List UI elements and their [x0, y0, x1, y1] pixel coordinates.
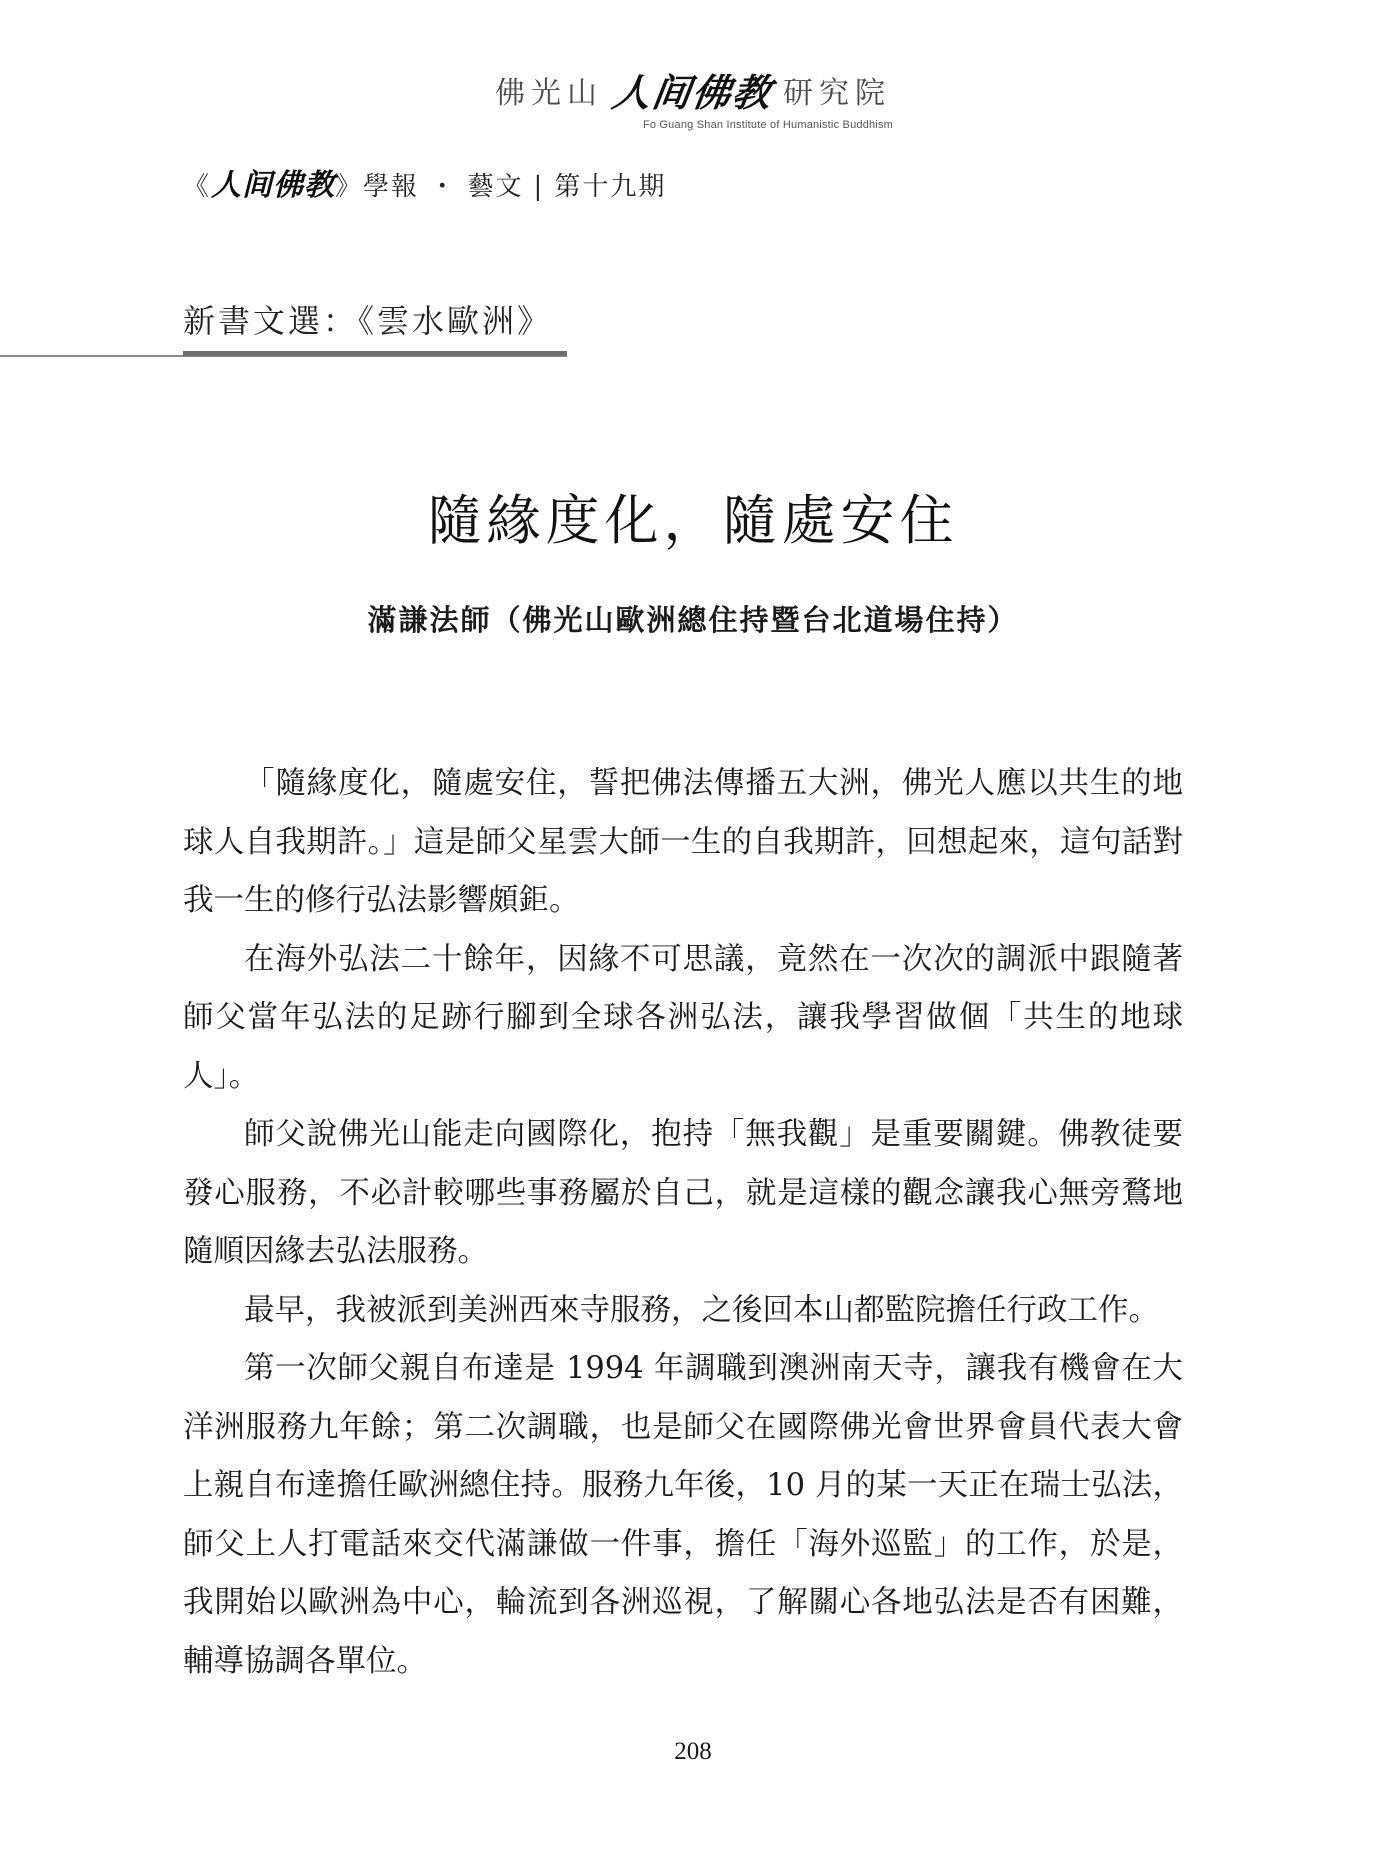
section-underline — [183, 351, 567, 356]
journal-open-bracket: 《 — [183, 172, 212, 202]
institute-english-name: Fo Guang Shan Institute of Humanistic Buddhism — [642, 119, 894, 131]
paragraph: 在海外弘法二十餘年，因緣不可思議，竟然在一次次的調派中跟隨著師父當年弘法的足跡行腳到全球各洲弘法，讓我學習做個「共生的地球人」。 — [183, 941, 1183, 1094]
section-heading: 新書文選：《雲水歐洲》 — [183, 302, 553, 340]
institute-name-right: 研究院 — [783, 75, 891, 111]
institute-name-left: 佛光山 — [494, 75, 603, 111]
article-title: 隨緣度化，隨處安住 — [427, 489, 959, 552]
paragraph: 師父說佛光山能走向國際化，抱持「無我觀」是重要關鍵。佛教徒要發心服務，不必計較哪些事務屬於自己，就是這樣的觀念讓我心無旁鶩地隨順因緣去弘法服務。 — [183, 1117, 1183, 1269]
paragraph: 最早，我被派到美洲西來寺服務，之後回本山都監院擔任行政工作。 — [244, 1292, 1159, 1328]
institute-header — [0, 62, 1386, 131]
journal-issue: 第十九期 — [554, 172, 667, 202]
journal-name: 》學報 ・ 藝文 — [335, 172, 524, 202]
journal-logo: 人间佛教 — [211, 168, 336, 203]
journal-line — [183, 160, 666, 204]
institute-name — [495, 62, 891, 117]
article-body — [183, 755, 1183, 1691]
institute-logo-calligraphy: 人间佛教 — [609, 70, 776, 115]
article-author: 滿謙法師（佛光山歐洲總住持暨台北道場住持） — [367, 603, 1019, 637]
paragraph: 第一次師父親自布達是 1994 年調職到澳洲南天寺，讓我有機會在大洋洲服務九年餘；第二次調職，也是師父在國際佛光會世界會員代表大會上親自布達擔任歐洲總住持。服務九年後，10 月的某一天正在瑞士弘法，師父上人打電話來交代滿謙做一件事，擔任「海外巡監」的工作，於是，我開始以歐洲為中心，輪流到各洲巡視，了解關心各地弘法是否有困難，輔導協調各單位。 — [183, 1351, 1183, 1679]
page-number: 208 — [674, 1738, 712, 1765]
journal-separator: | — [533, 172, 545, 202]
paragraph: 「隨緣度化，隨處安住，誓把佛法傳播五大洲，佛光人應以共生的地球人自我期許。」這是師父星雲大師一生的自我期許，回想起來，這句話對我一生的修行弘法影響頗鉅。 — [183, 766, 1183, 918]
